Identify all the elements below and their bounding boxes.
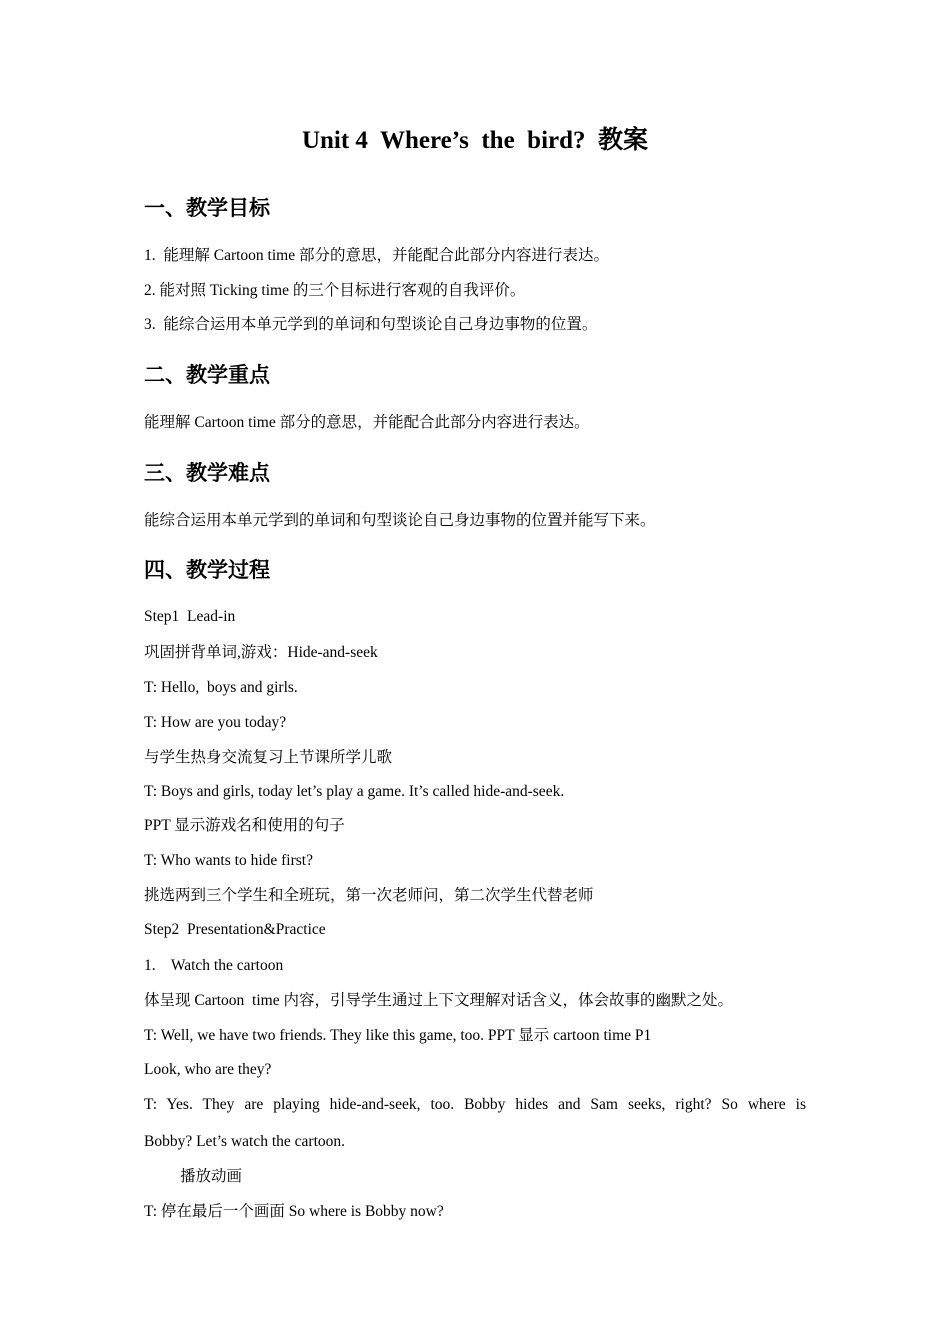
section-heading-objectives: 一、教学目标 xyxy=(144,196,270,220)
process-line: T: Yes. They are playing hide-and-seek, too. Bobby hides and Sam seeks, right? So where is xyxy=(144,1096,806,1113)
process-line: 挑选两到三个学生和全班玩，第一次老师问，第二次学生代替老师 xyxy=(144,887,594,904)
objective-item: 2. 能对照 Ticking time 的三个目标进行客观的自我评价。 xyxy=(144,282,526,299)
process-line: 体呈现 Cartoon time 内容，引导学生通过上下文理解对话含义，体会故事的幽默之处。 xyxy=(144,992,733,1009)
process-line: T: Well, we have two friends. They like this game, too. PPT 显示 cartoon time P1 xyxy=(144,1027,652,1044)
process-line: 巩固拼背单词,游戏：Hide-and-seek xyxy=(144,644,378,661)
process-line: 1. Watch the cartoon xyxy=(144,957,284,974)
process-line: T: How are you today? xyxy=(144,714,287,731)
objective-item: 1. 能理解 Cartoon time 部分的意思，并能配合此部分内容进行表达。 xyxy=(144,247,609,264)
process-line: 与学生热身交流复习上节课所学儿歌 xyxy=(144,749,393,766)
section-heading-process: 四、教学过程 xyxy=(144,558,270,582)
difficulties-text: 能综合运用本单元学到的单词和句型谈论自己身边事物的位置并能写下来。 xyxy=(144,512,656,529)
key-points-text: 能理解 Cartoon time 部分的意思，并能配合此部分内容进行表达。 xyxy=(144,414,590,431)
process-line: Look, who are they? xyxy=(144,1061,272,1078)
process-line: Step2 Presentation&Practice xyxy=(144,921,326,938)
document-title: Unit 4 Where’s the bird? 教案 xyxy=(301,127,649,154)
process-line: Step1 Lead-in xyxy=(144,608,236,625)
process-line: 播放动画 xyxy=(180,1168,243,1185)
process-line: T: Who wants to hide first? xyxy=(144,852,313,869)
objective-item: 3. 能综合运用本单元学到的单词和句型谈论自己身边事物的位置。 xyxy=(144,316,598,333)
process-line: PPT 显示游戏名和使用的句子 xyxy=(144,817,345,834)
process-line: T: 停在最后一个画面 So where is Bobby now? xyxy=(144,1203,444,1220)
section-heading-key-points: 二、教学重点 xyxy=(144,363,270,387)
process-line: T: Hello, boys and girls. xyxy=(144,679,298,696)
process-line: T: Boys and girls, today let’s play a game. It’s called hide-and-seek. xyxy=(144,783,565,800)
process-line: Bobby? Let’s watch the cartoon. xyxy=(144,1133,346,1150)
section-heading-difficulties: 三、教学难点 xyxy=(144,461,270,485)
